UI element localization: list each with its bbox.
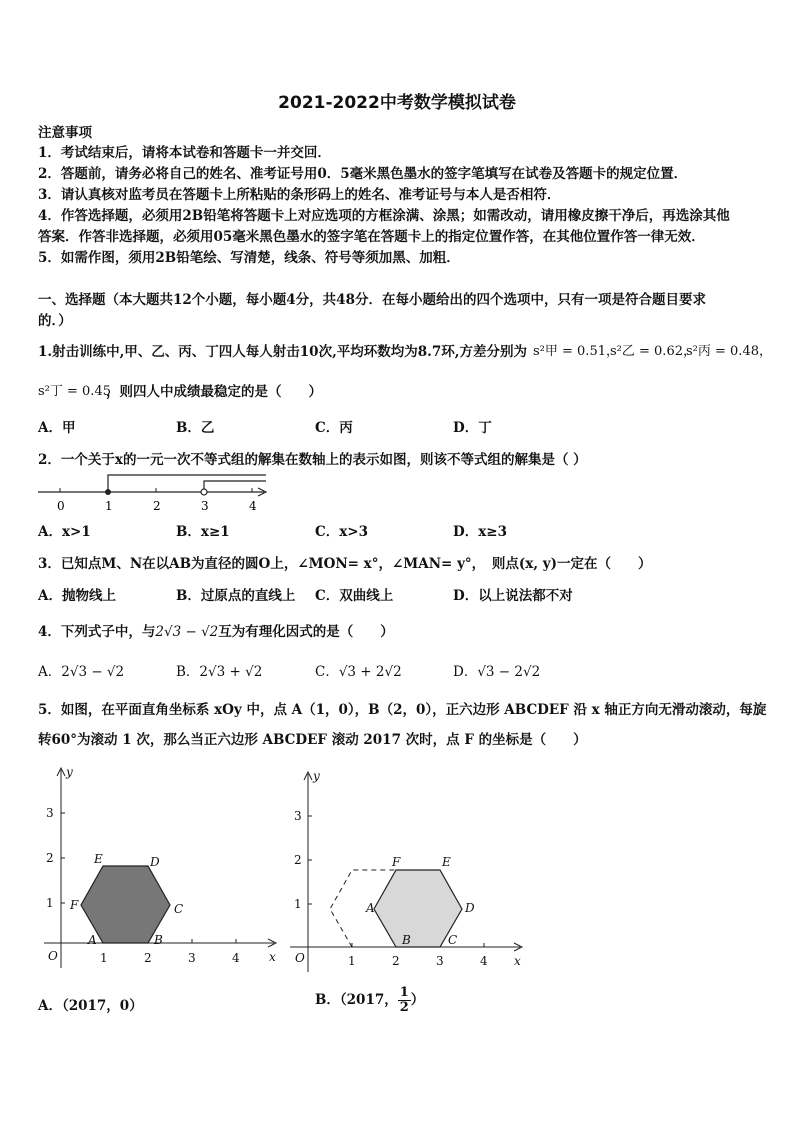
variance-ding: s²丁 = 0.45 xyxy=(38,384,111,399)
y-tick-1: 1 xyxy=(46,896,54,910)
section-heading: 一、选择题（本大题共12个小题，每小题4分，共48分．在每小题给出的四个选项中，只有一项是符合题目要求 xyxy=(38,292,706,308)
vertex-label-e: E xyxy=(94,852,103,866)
q1-option-b[interactable]: B．乙 xyxy=(176,420,215,436)
closed-dot-1 xyxy=(105,489,111,495)
fraction-numerator: 1 xyxy=(399,985,409,1000)
q5-option-b-suffix: ） xyxy=(410,992,425,1008)
vertex-label-f: F xyxy=(70,898,79,912)
y-axis-label: y xyxy=(66,765,73,779)
q4-expression: 2√3 − √2 xyxy=(155,624,219,640)
q3-option-d[interactable]: D．以上说法都不对 xyxy=(453,588,573,604)
notice-item: 4．作答选择题，必须用2B铅笔将答题卡上对应选项的方框涂满、涂黑；如需改动，请用橡皮擦干净后，再选涂其他 xyxy=(38,208,730,224)
x-tick-2: 2 xyxy=(392,954,400,968)
hexagon-abcdef xyxy=(81,866,170,943)
q5-option-b[interactable] xyxy=(315,986,424,1015)
notice-heading: 注意事项 xyxy=(38,125,92,141)
q4-stem-a: 4．下列式子中，与 xyxy=(38,624,156,640)
x-tick-4: 4 xyxy=(232,951,240,965)
tick-label-2: 2 xyxy=(153,499,161,513)
q4-option-b[interactable]: B．2√3 + √2 xyxy=(176,664,263,680)
variance-yi: s²乙 = 0.62， xyxy=(610,344,696,359)
notice-item: 答案．作答非选择题，必须用05毫米黑色墨水的签字笔在答题卡上的指定位置作答，在其他位置作答一律无效． xyxy=(38,229,705,245)
vertex-label-f: F xyxy=(392,855,401,869)
q1-option-d[interactable]: D．丁 xyxy=(453,420,492,436)
q3-option-b[interactable]: B．过原点的直线上 xyxy=(176,588,296,604)
vertex-label-d: D xyxy=(150,855,160,869)
question-5-line2: 转60°为滚动 1 次，那么当正六边形 ABCDEF 滚动 2017 次时，点 F 的坐标是（ ） xyxy=(38,732,587,748)
variance-bing: s²丙 = 0.48， xyxy=(686,344,772,359)
x-tick-1: 1 xyxy=(100,951,108,965)
question-1-text xyxy=(38,340,527,360)
q4-stem-b: 互为有理化因式的是（ ） xyxy=(218,624,394,640)
open-dot-3 xyxy=(201,489,207,495)
vertex-label-b: B xyxy=(402,933,411,947)
tick-label-1: 1 xyxy=(105,499,113,513)
q2-option-a[interactable]: A．x>1 xyxy=(38,524,91,540)
q2-option-c[interactable]: C．x>3 xyxy=(315,524,368,540)
tick-label-3: 3 xyxy=(201,499,209,513)
fraction-one-half xyxy=(398,986,411,1015)
q3-option-a[interactable]: A．抛物线上 xyxy=(38,588,116,604)
solution-ray-x-ge-1 xyxy=(108,475,266,492)
notice-item: 3．请认真核对监考员在答题卡上所粘贴的条形码上的姓名、准考证号与本人是否相符． xyxy=(38,187,561,203)
question-3-text: 3．已知点M、N在以AB为直径的圆O上，∠MON= x°，∠MAN= y°， 则点(x, y)一定在（ ） xyxy=(38,556,652,572)
vertex-label-a: A xyxy=(366,901,375,915)
q1-stem: 1.射击训练中,甲、乙、丙、丁四人每人射击10次,平均环数均为8.7环,方差分别为 xyxy=(38,344,527,360)
question-4-text xyxy=(38,620,394,640)
q1-tail: ，则四人中成绩最稳定的是（ ） xyxy=(106,384,322,400)
notice-item: 1．考试结束后，请将本试卷和答题卡一并交回． xyxy=(38,145,331,161)
q2-option-d[interactable]: D．x≥3 xyxy=(453,524,507,540)
page-title: 2021-2022中考数学模拟试卷 xyxy=(278,93,516,113)
q5-option-b-prefix: B．（2017， xyxy=(315,992,398,1008)
q2-option-b[interactable]: B．x≥1 xyxy=(176,524,230,540)
vertex-label-d: D xyxy=(465,901,475,915)
origin-label: O xyxy=(48,949,58,963)
notice-item: 2．答题前，请务必将自己的姓名、准考证号用0．5毫米黑色墨水的签字笔填写在试卷及答题卡的规定位置． xyxy=(38,166,688,182)
q3-option-c[interactable]: C．双曲线上 xyxy=(315,588,394,604)
vertex-label-b: B xyxy=(154,933,163,947)
q1-option-a[interactable]: A．甲 xyxy=(38,420,76,436)
y-tick-1: 1 xyxy=(294,897,302,911)
y-axis-label: y xyxy=(313,769,320,783)
tick-label-4: 4 xyxy=(249,499,257,513)
number-line-figure xyxy=(36,470,276,516)
y-tick-2: 2 xyxy=(46,851,54,865)
section-heading: 的．） xyxy=(38,313,72,329)
vertex-label-c: C xyxy=(448,933,458,947)
x-tick-4: 4 xyxy=(480,954,488,968)
q4-option-d[interactable]: D．√3 − 2√2 xyxy=(453,664,541,680)
tick-marks xyxy=(60,488,252,492)
solution-ray-x-gt-3 xyxy=(204,481,266,492)
x-axis-label: x xyxy=(514,954,521,968)
x-tick-3: 3 xyxy=(436,954,444,968)
x-tick-1: 1 xyxy=(348,954,356,968)
q1-option-c[interactable]: C．丙 xyxy=(315,420,353,436)
x-tick-2: 2 xyxy=(144,951,152,965)
vertex-label-a: A xyxy=(88,933,97,947)
question-5-line1: 5．如图，在平面直角坐标系 xOy 中，点 A（1，0），B（2，0），正六边形 ABCDEF 沿 x 轴正方向无滑动滚动，每旋 xyxy=(38,702,767,718)
origin-label: O xyxy=(295,951,305,965)
y-tick-3: 3 xyxy=(294,809,302,823)
x-axis-label: x xyxy=(269,950,276,964)
notice-item: 5．如需作图，须用2B铅笔绘、写清楚，线条、符号等须加黑、加粗． xyxy=(38,250,460,266)
hexagon-figure-1 xyxy=(36,758,286,973)
vertex-label-c: C xyxy=(174,902,184,916)
question-2-text: 2．一个关于x的一元一次不等式组的解集在数轴上的表示如图，则该不等式组的解集是（ ） xyxy=(38,452,587,468)
y-tick-2: 2 xyxy=(294,853,302,867)
q5-option-a[interactable]: A．（2017，0） xyxy=(38,998,143,1014)
tick-label-0: 0 xyxy=(57,499,65,513)
x-tick-3: 3 xyxy=(188,951,196,965)
vertex-label-e: E xyxy=(442,855,451,869)
variance-jia: s²甲 = 0.51， xyxy=(533,344,619,359)
hexagon-figure-2 xyxy=(288,762,528,977)
q4-option-c[interactable]: C．√3 + 2√2 xyxy=(315,664,402,680)
y-tick-3: 3 xyxy=(46,806,54,820)
q4-option-a[interactable]: A．2√3 − √2 xyxy=(38,664,125,680)
fraction-denominator: 2 xyxy=(399,1000,409,1015)
